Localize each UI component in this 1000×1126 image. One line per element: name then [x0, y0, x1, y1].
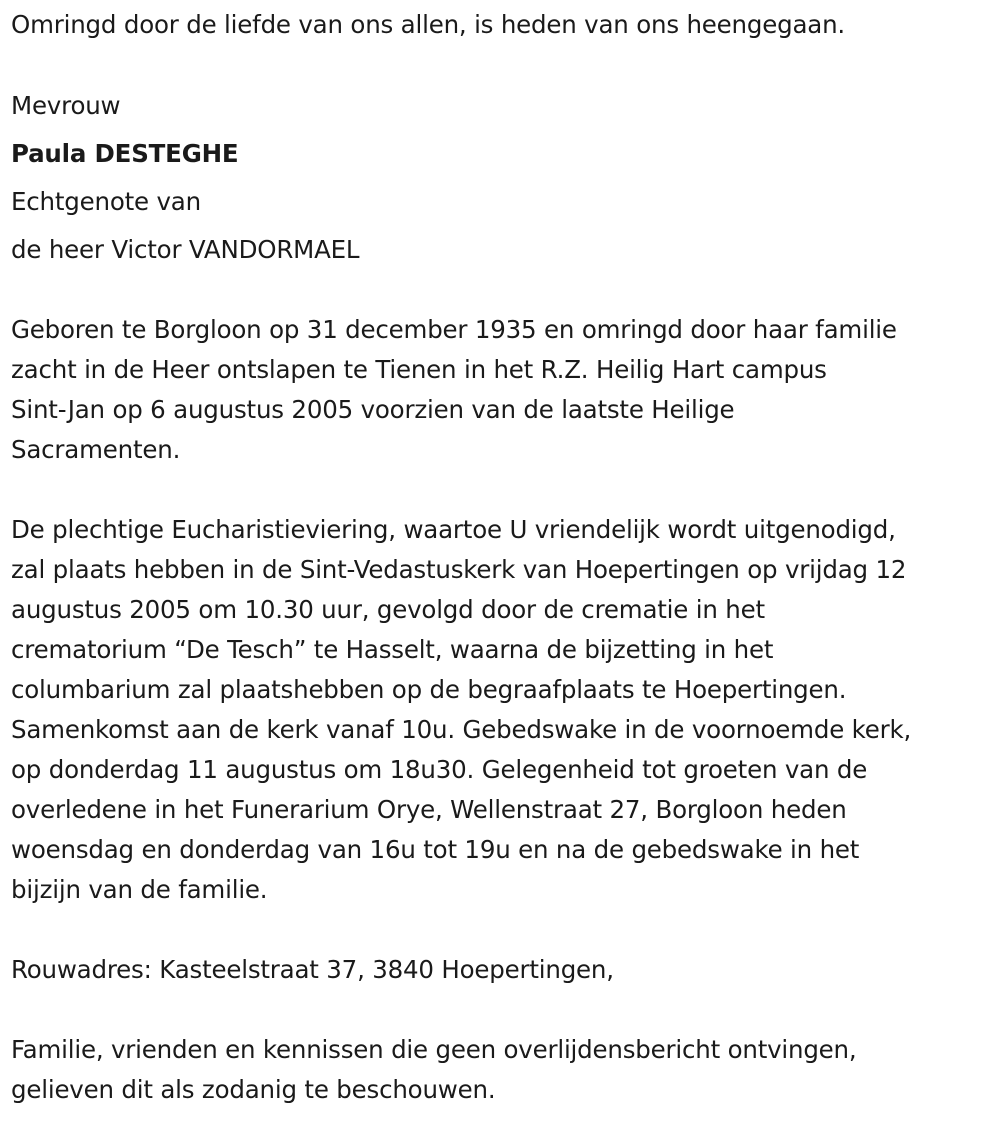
paragraph-line: De plechtige Eucharistieviering, waartoe U vriendelijk wordt uitgenodigd,	[11, 515, 896, 544]
paragraph-line: overledene in het Funerarium Orye, Wellenstraat 27, Borgloon heden	[11, 795, 847, 824]
paragraph-line: augustus 2005 om 10.30 uur, gevolgd door de crematie in het	[11, 595, 765, 624]
paragraph-line: bijzijn van de familie.	[11, 875, 268, 904]
paragraph-line: crematorium “De Tesch” te Hasselt, waarna de bijzetting in het	[11, 635, 774, 664]
spouse-label: Echtgenote van	[11, 187, 201, 216]
paragraph-line: Familie, vrienden en kennissen die geen overlijdensbericht ontvingen,	[11, 1035, 857, 1064]
funeral-paragraph	[11, 510, 991, 910]
family-paragraph	[11, 1030, 991, 1110]
deceased-name: Paula DESTEGHE	[11, 139, 239, 168]
spouse-name: de heer Victor VANDORMAEL	[11, 235, 360, 264]
paragraph-line: columbarium zal plaatshebben op de begraafplaats te Hoepertingen.	[11, 675, 847, 704]
birth-paragraph	[11, 310, 991, 470]
paragraph-line: Samenkomst aan de kerk vanaf 10u. Gebedswake in de voornoemde kerk,	[11, 715, 912, 744]
paragraph-line: zal plaats hebben in de Sint-Vedastuskerk van Hoepertingen op vrijdag 12	[11, 555, 907, 584]
paragraph-line: gelieven dit als zodanig te beschouwen.	[11, 1075, 496, 1104]
paragraph-line: zacht in de Heer ontslapen te Tienen in het R.Z. Heilig Hart campus	[11, 355, 827, 384]
paragraph-line: Sacramenten.	[11, 435, 181, 464]
mourning-address	[11, 950, 991, 990]
paragraph-line: Sint-Jan op 6 augustus 2005 voorzien van de laatste Heilige	[11, 395, 735, 424]
paragraph-line: Geboren te Borgloon op 31 december 1935 en omringd door haar familie	[11, 315, 897, 344]
address-line: Rouwadres: Kasteelstraat 37, 3840 Hoepertingen,	[11, 955, 614, 984]
paragraph-line: woensdag en donderdag van 16u tot 19u en na de gebedswake in het	[11, 835, 860, 864]
intro-text: Omringd door de liefde van ons allen, is heden van ons heengegaan.	[11, 10, 846, 39]
salutation: Mevrouw	[11, 91, 121, 120]
paragraph-line: op donderdag 11 augustus om 18u30. Gelegenheid tot groeten van de	[11, 755, 868, 784]
